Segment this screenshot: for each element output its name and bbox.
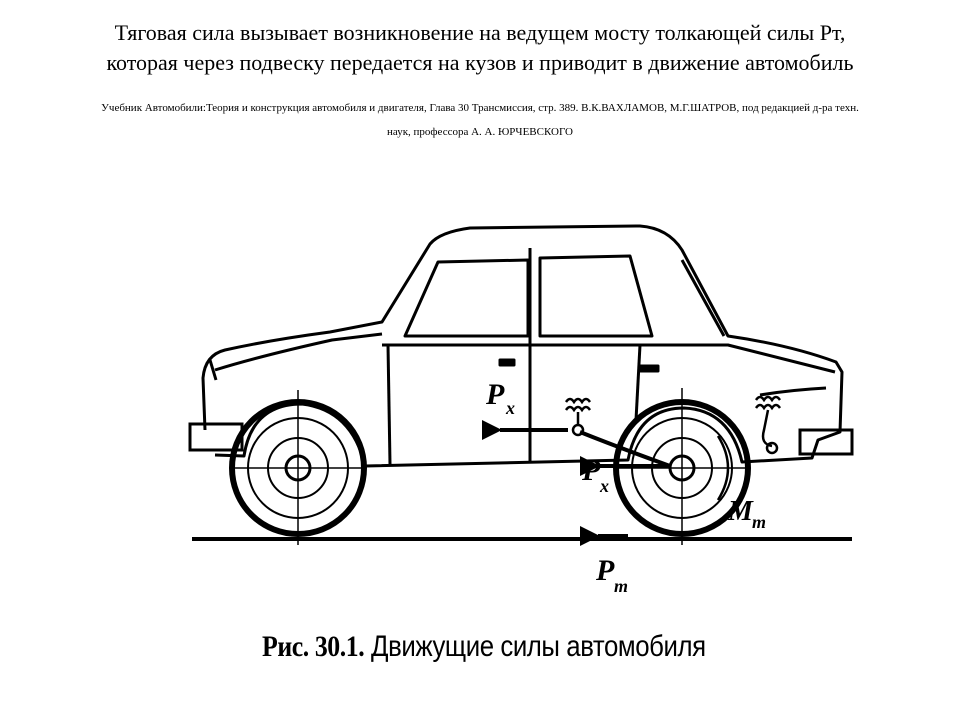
title-line-1: Тяговая сила вызывает возникновение на ведущем мосту толкающей силы Рт, xyxy=(114,20,846,45)
title-line-2: которая через подвеску передается на кузов и приводит в движение автомобиль xyxy=(106,50,854,75)
caption-text: Движущие силы автомобиля xyxy=(364,630,706,663)
front-wheel xyxy=(230,390,366,545)
label-torque: M xyxy=(728,496,753,527)
label-px-body-sub: x xyxy=(506,398,515,418)
label-pt-traction-sub: т xyxy=(614,576,629,596)
label-px-body: P xyxy=(486,378,505,411)
label-px-axle: P xyxy=(582,454,601,487)
label-px-axle-sub: x xyxy=(600,476,609,496)
rear-bumper xyxy=(800,430,852,454)
caption-number: Рис. 30.1. xyxy=(262,630,365,663)
label-pt-traction: P xyxy=(596,554,615,587)
label-torque-sub: т xyxy=(752,512,767,532)
source-line-2: наук, профессора А. А. ЮРЧЕВСКОГО xyxy=(386,126,573,138)
figure-caption xyxy=(262,630,706,664)
source-line-1: Учебник Автомобили:Теория и конструкция автомобиля и двигателя, Глава 30 Трансмиссия, стр. 389. В.К.ВАХЛАМОВ, М.Г.ШАТРОВ, под редакцией д-ра техн. xyxy=(101,102,859,114)
suspension-spring-rear xyxy=(756,397,780,453)
suspension-spring-front xyxy=(566,399,590,435)
